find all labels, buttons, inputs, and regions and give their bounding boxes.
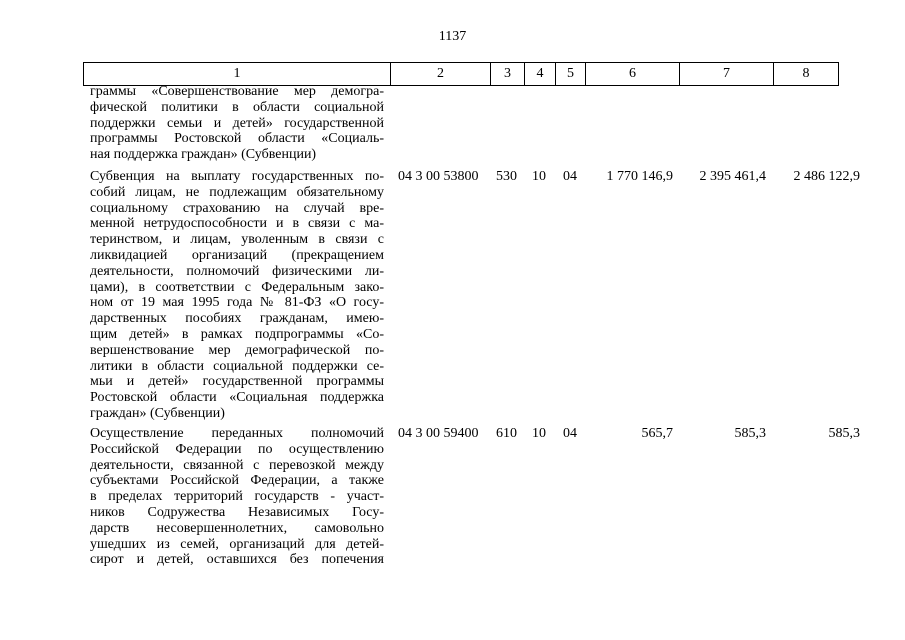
row-1-line: дарственных пособиях гражданам, имею-: [90, 311, 384, 327]
row-1-line: ликвидацией организаций (прекращением: [90, 247, 384, 263]
row-2-code: 04 3 00 59400: [398, 426, 479, 441]
row-1-sum-3: 2 486 122,9: [793, 169, 860, 184]
row-1-line: щим детей» в рамках подпрограммы «Со-: [90, 326, 384, 342]
column-header-7: 7: [679, 63, 773, 85]
row-1-line: литики в области социальной поддержки се-: [90, 358, 384, 374]
row-0-line: фической политики в области социальной: [90, 99, 384, 115]
column-header-4: 4: [524, 63, 555, 85]
row-0-line: граммы «Совершенствование мер демогра-: [90, 84, 384, 99]
column-header-6: 6: [585, 63, 679, 85]
row-1-line: собий лицам, не подлежащим обязательному: [90, 184, 384, 200]
table-header: [83, 62, 839, 86]
row-2-line: деятельности, связанной с перевозкой между: [90, 457, 384, 473]
row-2-line: ушедших из семей, организаций для детей-: [90, 536, 384, 552]
row-2-line: ников Содружества Независимых Госу-: [90, 504, 384, 520]
row-1-rz: 10: [532, 169, 546, 184]
row-0-line: ная поддержка граждан» (Субвенции): [90, 147, 317, 163]
row-0-line: программы Ростовской области «Социаль-: [90, 131, 384, 147]
row-2-line: субъектами Российской Федерации, а также: [90, 473, 384, 489]
row-0-line: поддержки семьи и детей» государственной: [90, 115, 384, 131]
row-2-line: сирот и детей, оставшихся без попечения: [90, 552, 384, 568]
row-2-line: Российской Федерации по осуществлению: [90, 441, 384, 457]
row-2-vr: 610: [496, 426, 517, 441]
column-header-3: 3: [490, 63, 524, 85]
row-0-description: [90, 84, 384, 163]
row-1-pr: 04: [563, 169, 577, 184]
row-1-code: 04 3 00 53800: [398, 169, 479, 184]
row-1-line: менной нетрудоспособности и в связи с ма-: [90, 216, 384, 232]
row-1-line: Ростовской области «Социальная поддержка: [90, 390, 384, 406]
row-1-sum-1: 1 770 146,9: [606, 169, 673, 184]
row-1-line: вершенствование мер демографической по-: [90, 342, 384, 358]
page-number: 1137: [438, 29, 467, 44]
row-1-line: мьи и детей» государственной программы: [90, 374, 384, 390]
column-header-1: 1: [83, 63, 390, 85]
row-2-sum-2: 585,3: [734, 426, 766, 441]
column-header-8: 8: [773, 63, 839, 85]
row-1-line: Субвенция на выплату государственных по-: [90, 169, 384, 184]
row-2-line: в пределах территорий государств - участ-: [90, 489, 384, 505]
row-2-rz: 10: [532, 426, 546, 441]
row-1-description: [90, 169, 384, 422]
row-1-sum-2: 2 395 461,4: [699, 169, 766, 184]
row-1-vr: 530: [496, 169, 517, 184]
row-2-description: [90, 426, 384, 568]
row-2-line: дарств несовершеннолетних, самовольно: [90, 520, 384, 536]
row-2-line: Осуществление переданных полномочий: [90, 426, 384, 441]
row-2-pr: 04: [563, 426, 577, 441]
row-2-sum-1: 565,7: [641, 426, 673, 441]
row-1-line: граждан» (Субвенции): [90, 405, 225, 421]
column-header-2: 2: [390, 63, 490, 85]
column-header-5: 5: [555, 63, 585, 85]
row-1-line: теринством, и лицам, уволенным в связи с: [90, 232, 384, 248]
row-1-line: ном от 19 мая 1995 года № 81-ФЗ «О госу-: [90, 295, 384, 311]
row-1-line: цами), в соответствии с Федеральным зако-: [90, 279, 384, 295]
row-1-line: социальному страхованию на случай вре-: [90, 200, 384, 216]
row-1-line: деятельности, полномочий физическими ли-: [90, 263, 384, 279]
row-2-sum-3: 585,3: [828, 426, 860, 441]
